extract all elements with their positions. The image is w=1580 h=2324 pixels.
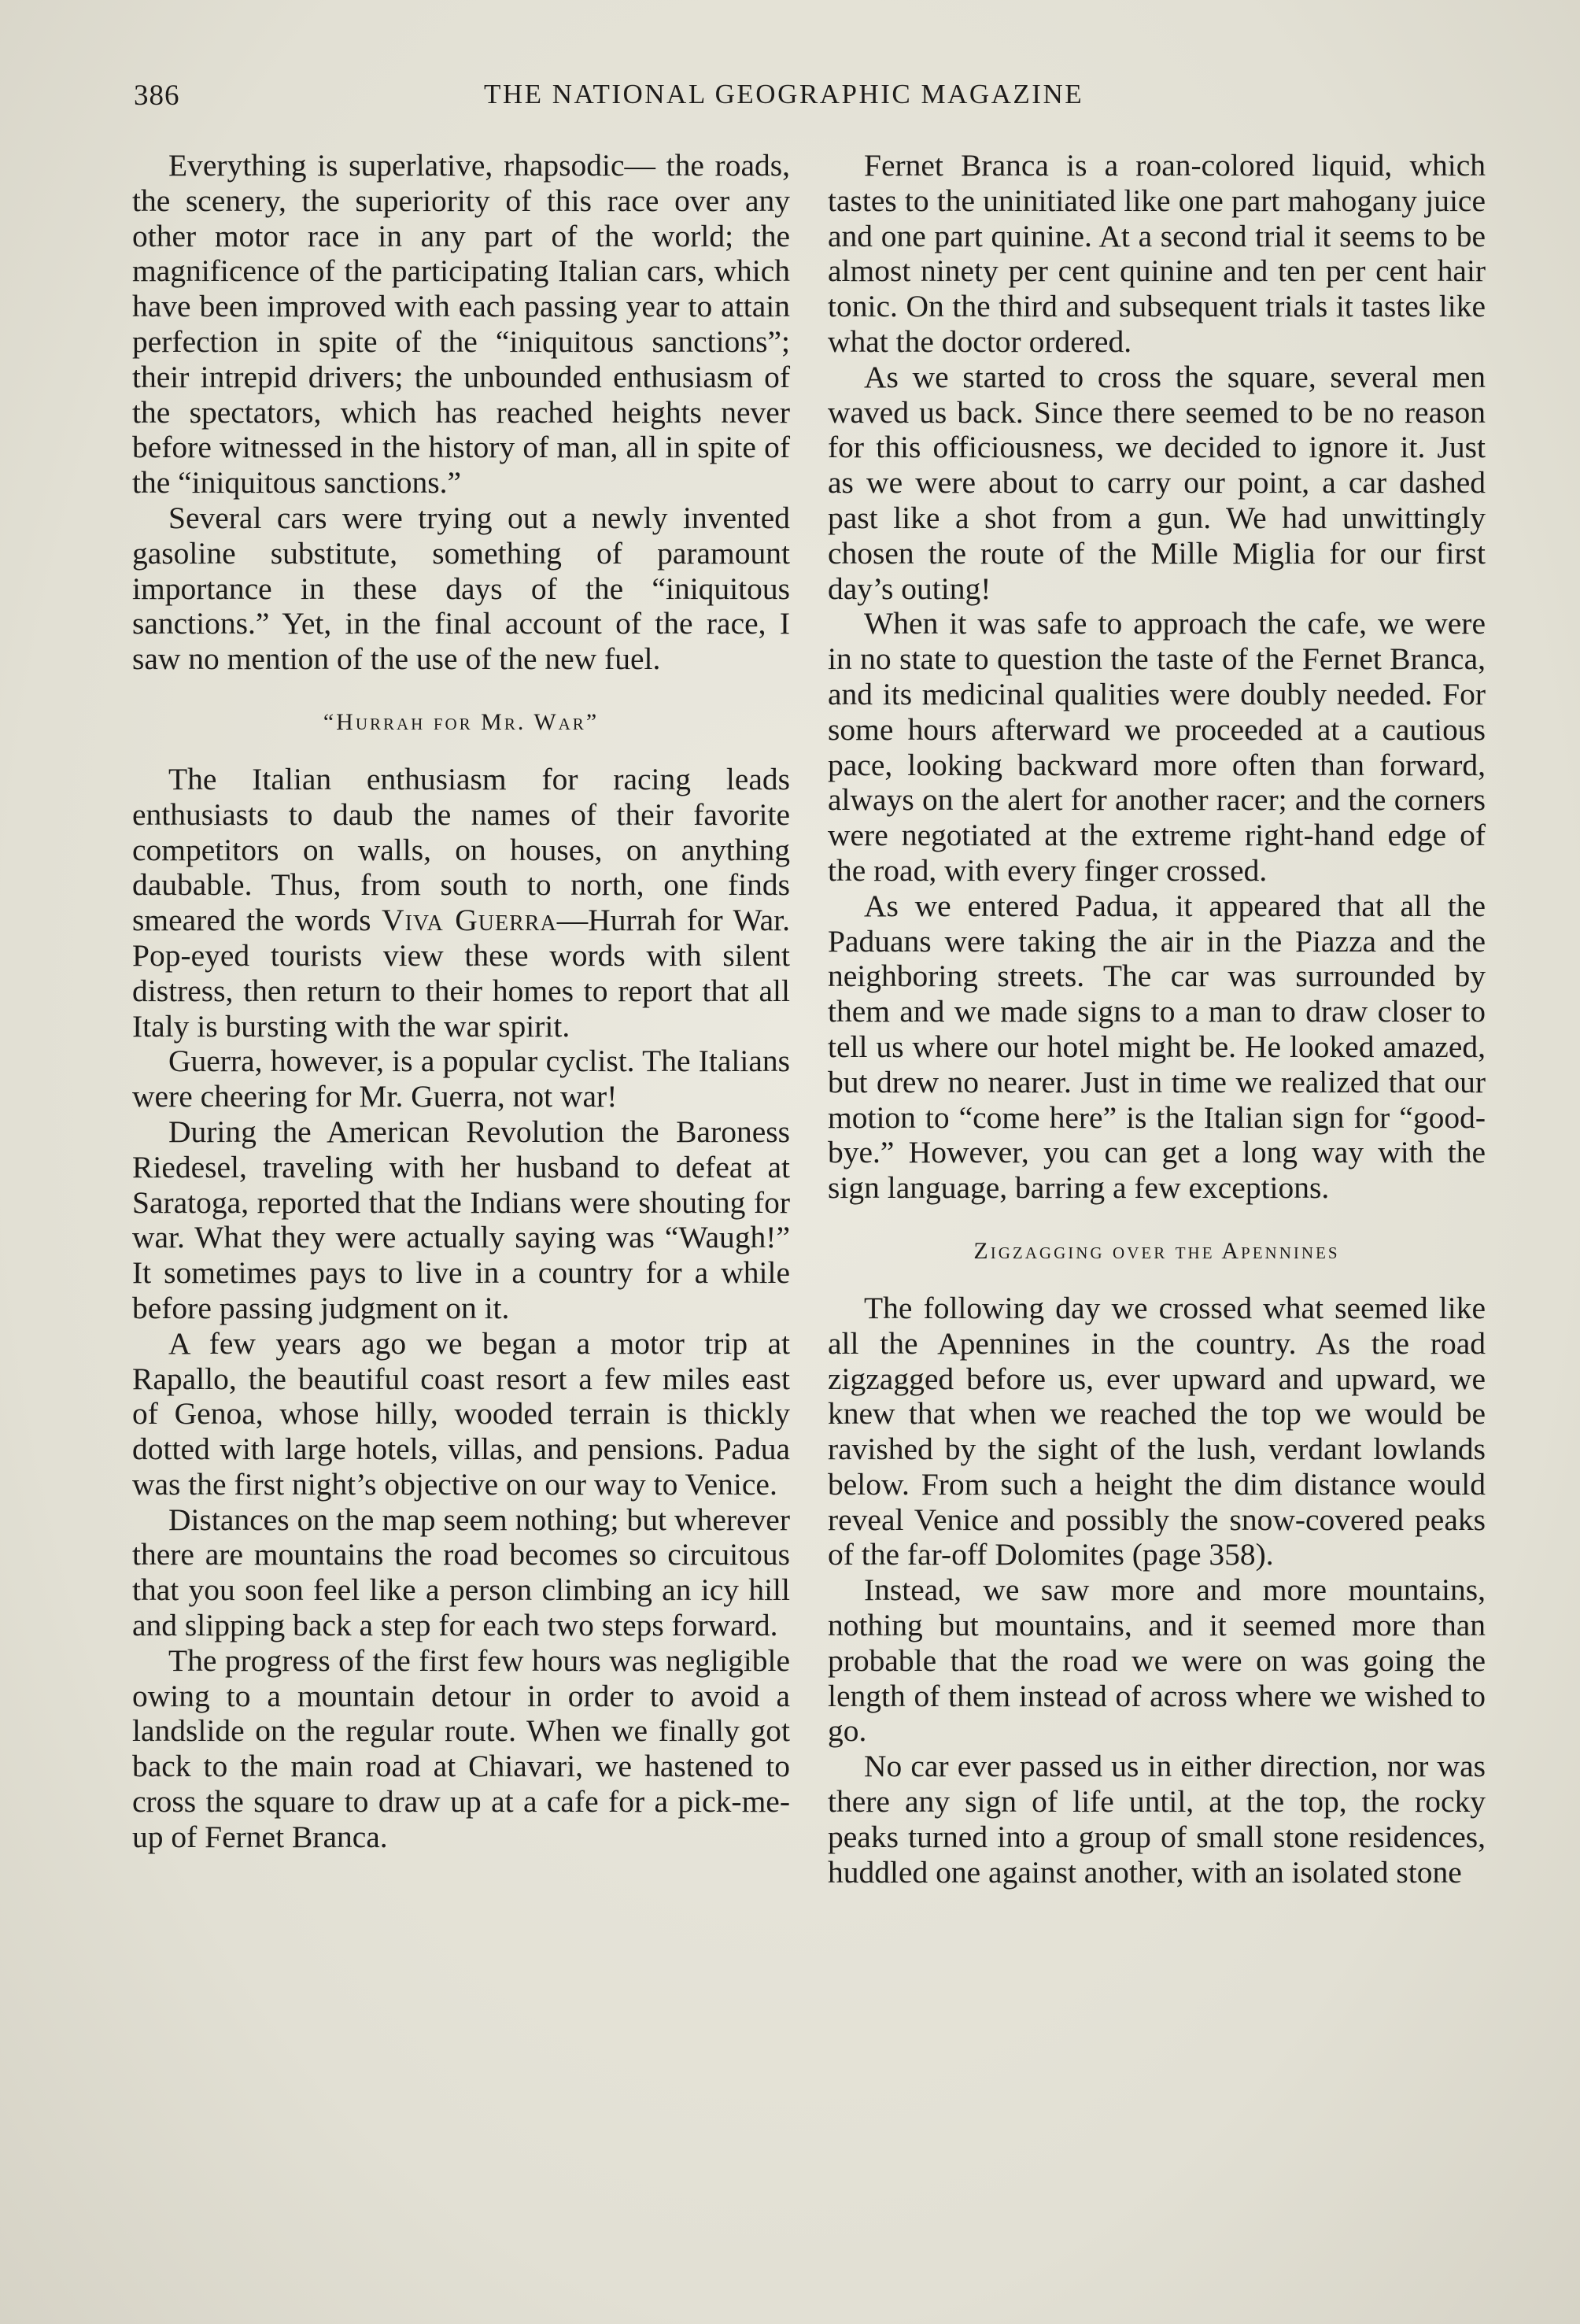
paragraph: As we started to cross the square, several men waved us back. Since there seemed to be no reason for this officiousness, we decided to ignore it. Just as we were about to carry our point, a car dashed past like a shot from a gun. We had unwittingly chosen the route of the Mille Miglia for our first day’s outing! bbox=[828, 359, 1486, 606]
paragraph: A few years ago we began a motor trip at Rapallo, the beautiful coast resort a few miles east of Genoa, whose hilly, wooded terrain is thickly dotted with large hotels, villas, and pensions. Padua was the first night’s objective on our way to Venice. bbox=[132, 1325, 790, 1502]
paragraph: Instead, we saw more and more mountains, nothing but mountains, and it seemed more than probable that the road we were on was going the length of them instead of across where we wished to go. bbox=[828, 1572, 1486, 1749]
paragraph: No car ever passed us in either direction, nor was there any sign of life until, at the top, the rocky peaks turned into a group of small stone residences, huddled one against another, with an isolated stone bbox=[828, 1749, 1486, 1890]
paragraph: The following day we crossed what seemed like all the Apennines in the country. As the road zigzagged before us, ever upward and upward, we knew that when we reached the top we would be ravished by the sight of the lush, verdant lowlands below. From such a height the dim distance would reveal Venice and possibly the snow-covered peaks of the far-off Dolomites (page 358). bbox=[828, 1290, 1486, 1572]
right-column bbox=[828, 148, 1486, 1890]
section-heading: Zigzagging over the Apennines bbox=[973, 1237, 1340, 1264]
small-caps-phrase: Viva Guerra bbox=[382, 903, 557, 938]
paragraph: Several cars were trying out a newly invented gasoline substitute, something of paramount importance in these days of the “iniquitous sanctions.” Yet, in the final account of the race, I saw no mention of the use of the new fuel. bbox=[132, 500, 790, 677]
paragraph: Fernet Branca is a roan-colored liquid, which tastes to the uninitiated like one part mahogany juice and one part quinine. At a second trial it seems to be almost ninety per cent quinine and ten per cent hair tonic. On the third and subsequent trials it tastes like what the doctor ordered. bbox=[828, 148, 1486, 359]
paragraph: Everything is superlative, rhapsodic— the roads, the scenery, the superiority of this race over any other motor race in any part of the world; the magnificence of the participating Italian cars, which have been improved with each passing year to attain perfection in spite of the “iniquitous sanctions”; their intrepid drivers; the unbounded enthusiasm of the spectators, which has reached heights never before witnessed in the history of man, all in spite of the “iniquitous sanctions.” bbox=[132, 148, 790, 501]
paragraph: During the American Revolution the Baroness Riedesel, traveling with her husband to defeat at Saratoga, reported that the Indians were shouting for war. What they were actually saying was “Waugh!” It sometimes pays to live in a country for a while before passing judgment on it. bbox=[132, 1114, 790, 1325]
paragraph-text: The Italian enthusiasm for racing leads enthusiasts to daub the names of their favorite competitors on walls, on houses, on anything daubable. Thus, from south to north, one finds smeared the words bbox=[132, 761, 790, 938]
paragraph: Guerra, however, is a popular cyclist. The Italians were cheering for Mr. Guerra, not war! bbox=[132, 1044, 790, 1114]
paragraph: When it was safe to approach the cafe, we were in no state to question the taste of the Fernet Branca, and its medicinal qualities were doubly needed. For some hours afterward we proceeded at a cautious pace, looking backward more often than forward, always on the alert for another racer; and the corners were negotiated at the extreme right-hand edge of the road, with every finger crossed. bbox=[828, 606, 1486, 888]
page-number: 386 bbox=[134, 79, 180, 112]
paragraph: Distances on the map seem nothing; but wherever there are mountains the road becomes so circuitous that you soon feel like a person climbing an icy hill and slipping back a step for each two steps forward. bbox=[132, 1502, 790, 1643]
paragraph: The progress of the first few hours was negligible owing to a mountain detour in order to avoid a landslide on the regular route. When we finally got back to the main road at Chiavari, we hastened to cross the square to draw up at a cafe for a pick-me-up of Fernet Branca. bbox=[132, 1642, 790, 1854]
paragraph bbox=[132, 762, 790, 1044]
left-column bbox=[132, 148, 790, 1855]
page-header bbox=[134, 79, 1133, 118]
paragraph-text: —Hurrah for War. Pop-eyed tourists view these words with silent distress, then return to their homes to report that all Italy is bursting with the war spirit. bbox=[132, 903, 791, 1044]
paragraph: As we entered Padua, it appeared that all the Paduans were taking the air in the Piazza and the neighboring streets. The car was surrounded by them and we made signs to a man to draw closer to tell us where our hotel might be. He looked amazed, but drew no nearer. Just in time we realized that our motion to “come here” is the Italian sign for “good-bye.” However, you can get a long way with the sign language, barring a few exceptions. bbox=[828, 888, 1486, 1206]
running-title: THE NATIONAL GEOGRAPHIC MAGAZINE bbox=[484, 79, 1084, 109]
section-heading: “Hurrah for Mr. War” bbox=[323, 708, 600, 735]
